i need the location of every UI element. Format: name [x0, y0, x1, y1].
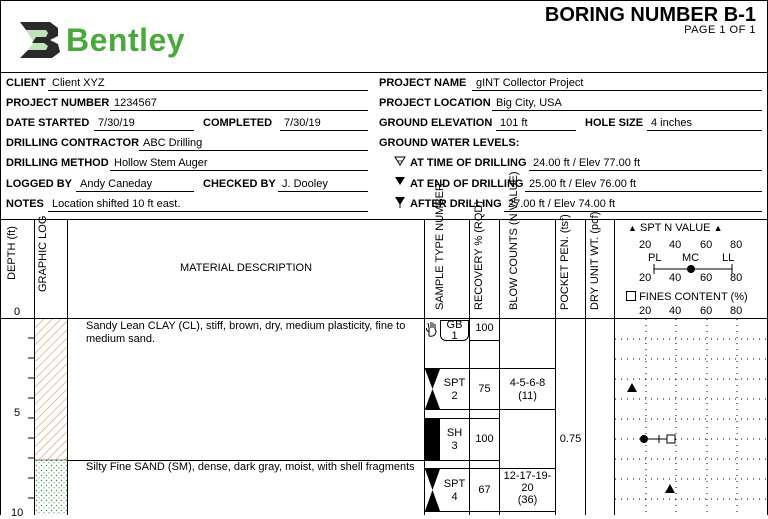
logged-by-label: LOGGED BY	[6, 178, 73, 190]
ground-elevation-value: 101 ft	[500, 117, 528, 129]
water-level-filled-triangle-icon	[394, 176, 406, 186]
fines-point-sample-3	[667, 435, 675, 443]
dry-unit-wt-header: DRY UNIT WT. (pcf)	[589, 211, 601, 310]
sample-type-header: SAMPLE TYPE NUMBER	[434, 183, 446, 310]
project-name-value: gINT Collector Project	[476, 77, 584, 89]
project-location-value: Big City, USA	[496, 97, 562, 109]
project-name-label: PROJECT NAME	[379, 77, 467, 89]
client-value: Client XYZ	[52, 77, 105, 89]
fines-content-header: FINES CONTENT (%)	[626, 291, 748, 303]
material-description-header: MATERIAL DESCRIPTION	[180, 262, 313, 274]
mc-point-sample-3	[640, 435, 648, 443]
completed-label: COMPLETED	[203, 117, 273, 129]
water-level-after-triangle-icon	[394, 196, 406, 208]
after-drilling-label: AFTER DRILLING	[410, 198, 502, 210]
water-level-open-triangle-icon	[394, 156, 406, 166]
ll-label: LL	[722, 252, 735, 264]
sample-3-recovery: 100	[475, 433, 494, 445]
project-location-label: PROJECT LOCATION	[379, 97, 491, 109]
layer-2-description: Silty Fine SAND (SM), dense, dark gray, moist, with shell fragments	[86, 461, 415, 473]
spt-tick-80: 80	[730, 239, 743, 251]
sample-3-type: SH 3	[446, 427, 463, 452]
fines-tick-20: 20	[639, 305, 652, 317]
spt-sampler-icon	[425, 369, 440, 409]
hole-size-label: HOLE SIZE	[585, 117, 644, 129]
depth-label-10: 10	[11, 507, 24, 519]
graphic-log-header: GRAPHIC LOG	[37, 215, 49, 292]
recovery-header: RECOVERY % (RQD)	[473, 200, 485, 310]
logged-by-value: Andy Caneday	[80, 178, 153, 190]
spt-n-value-header: ▲ SPT N VALUE ▲	[628, 222, 723, 234]
sample-1-recovery: 100	[475, 322, 494, 334]
bentley-b-icon	[20, 20, 64, 60]
depth-label-0: 0	[14, 306, 21, 318]
at-time-value: 24.00 ft / Elev 77.00 ft	[533, 157, 641, 169]
at-end-value: 25.00 ft / Elev 76.00 ft	[529, 178, 637, 190]
sample-2-recovery: 75	[478, 383, 491, 395]
project-number-value: 1234567	[114, 97, 157, 109]
report-title: BORING NUMBER B-1	[544, 4, 756, 26]
ground-water-label: GROUND WATER LEVELS:	[379, 137, 520, 149]
checked-by-label: CHECKED BY	[203, 178, 276, 190]
spt-triangle-icon: ▲	[713, 223, 723, 233]
fines-tick-40: 40	[669, 305, 682, 317]
plmc-tick-60: 60	[700, 272, 713, 284]
sand-layer-graphic	[35, 460, 67, 515]
drilling-contractor-label: DRILLING CONTRACTOR	[6, 137, 140, 149]
blow-counts-header: BLOW COUNTS (N VALUE)	[508, 171, 520, 310]
sample-1-type: GB 1	[446, 319, 463, 342]
drilling-method-label: DRILLING METHOD	[6, 157, 109, 169]
sample-2-type: SPT 2	[443, 377, 466, 402]
notes-label: NOTES	[6, 198, 44, 210]
date-started-label: DATE STARTED	[6, 117, 90, 129]
sample-4-blow: 12-17-19-20 (36)	[503, 470, 552, 506]
page-indicator: PAGE 1 OF 1	[684, 24, 756, 36]
grab-sample-hand-icon	[424, 320, 440, 338]
spt-triangle-icon: ▲	[628, 223, 637, 233]
notes-value: Location shifted 10 ft east.	[52, 198, 181, 210]
date-started-value: 7/30/19	[98, 117, 135, 129]
spt-point-sample-4	[665, 484, 675, 493]
at-end-label: AT END OF DRILLING	[410, 178, 524, 190]
fines-tick-60: 60	[700, 305, 713, 317]
depth-label-5: 5	[14, 407, 21, 419]
at-time-label: AT TIME OF DRILLING	[410, 157, 527, 169]
client-label: CLIENT	[6, 77, 46, 89]
depth-ticks	[28, 318, 35, 515]
mc-label: MC	[682, 252, 700, 264]
pl-label: PL	[648, 252, 662, 264]
sample-2-blow: 4-5-6-8 (11)	[509, 377, 546, 402]
after-drilling-value: 27.00 ft / Elev 74.00 ft	[508, 198, 616, 210]
sample-4-recovery: 67	[478, 484, 491, 496]
completed-value: 7/30/19	[284, 117, 321, 129]
fines-tick-80: 80	[730, 305, 743, 317]
drilling-contractor-value: ABC Drilling	[143, 137, 203, 149]
layer-1-description: Sandy Lean CLAY (CL), stiff, brown, dry, medium plasticity, fine to medium sand.	[86, 320, 406, 345]
sample-3-pocket-pen: 0.75	[559, 433, 582, 445]
spt-tick-20: 20	[639, 239, 652, 251]
plmc-tick-40: 40	[669, 272, 682, 284]
spt-sampler-icon	[425, 469, 440, 511]
fines-square-icon	[626, 291, 636, 301]
company-logo	[20, 20, 200, 60]
depth-header: DEPTH (ft)	[6, 226, 18, 280]
plmc-tick-80: 80	[730, 272, 743, 284]
graphic-log	[35, 319, 67, 515]
pocket-pen-header: POCKET PEN. (tsf)	[559, 214, 571, 310]
spt-plot-area	[615, 319, 768, 515]
clay-layer-graphic	[35, 319, 67, 460]
checked-by-value: J. Dooley	[282, 178, 328, 190]
project-number-label: PROJECT NUMBER	[6, 97, 110, 109]
shelby-tube-icon	[425, 419, 440, 460]
hole-size-value: 4 inches	[651, 117, 692, 129]
spt-point-sample-2	[627, 383, 637, 392]
logo-wordmark: Bentley	[66, 22, 186, 58]
sample-4-type: SPT 4	[443, 478, 466, 503]
plmc-tick-20: 20	[639, 272, 652, 284]
spt-tick-60: 60	[700, 239, 713, 251]
spt-tick-40: 40	[669, 239, 682, 251]
drilling-method-value: Hollow Stem Auger	[114, 157, 208, 169]
ground-elevation-label: GROUND ELEVATION	[379, 117, 493, 129]
